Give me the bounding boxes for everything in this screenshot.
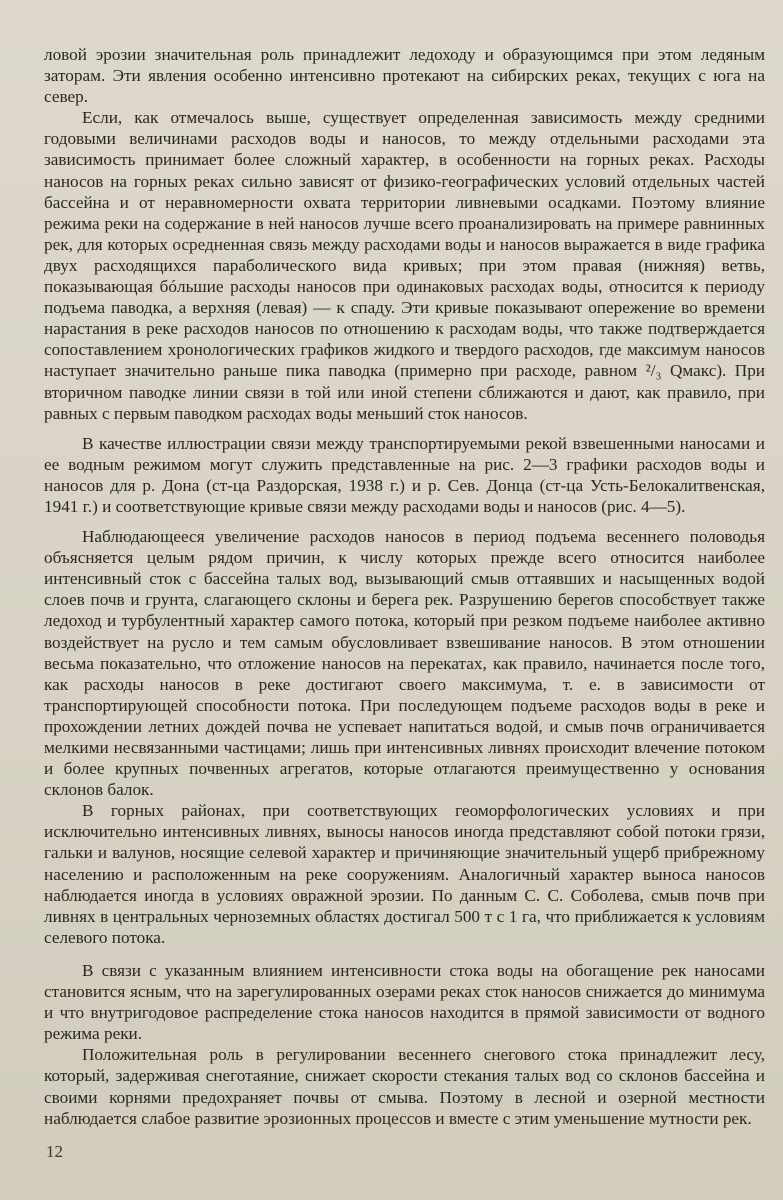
paragraph: Наблюдающееся увеличение расходов наносов в период подъема весеннего половодья объясняется целым рядом причин, к числу которых прежде всего относится наиболее интенсивный сток с бассейна талых вод, вызывающий смыв оттаявших и насыщенных водой слоев почв и грунта, слагающего склоны и берега рек. Разрушению берегов способствует также ледоход и турбулентный характер самого потока, который при резком подъеме наиболее активно воздействует на русло и тем самым обусловливает взвешивание наносов. В этом отношении весьма показательно, что отложение наносов на перекатах, как правило, начинается после того, как расходы наносов в реке достигают своего максимума, т. е. в зависимости от транспортирующей способности потока. При последующем подъеме расходов воды в реке и прохождении летних дождей почва не успевает напитаться водой, и смыв почв ограничивается мелкими несвязанными частицами; лишь при интенсивных ливнях происходит влечение потоком и более крупных почвенных агрегатов, которые отлагаются преимущественно у основания склонов балок. [44,527,765,800]
paragraph: В качестве иллюстрации связи между транспортируемыми рекой взвешенными наносами и ее водным режимом могут служить представленные на рис. 2—3 графики расходов воды и наносов для р. Дона (ст-ца Раздорская, 1938 г.) и р. Сев. Донца (ст-ца Усть-Белокалитвенская, 1941 г.) и соответствующие кривые связи между расходами воды и наносов (рис. 4—5). [44,433,765,516]
paragraph: В горных районах, при соответствующих геоморфологических условиях и при исключительно интенсивных ливнях, выносы наносов иногда представляют собой потоки грязи, гальки и валунов, носящие селевой характер и причиняющие значительный ущерб прибрежному населению и расположенным на реке сооружениям. Аналогичный характер выноса наносов наблюдается иногда в условиях овражной эрозии. По данным С. С. Соболева, смыв почв при ливнях в центральных черноземных областях достигал 500 т с 1 га, что приближается к условиям селевого потока. [44,801,765,947]
paragraph: Положительная роль в регулировании весеннего снегового стока принадлежит лесу, который, задерживая снеготаяние, снижает скорости стекания талых вод со склонов бассейна и своими корнями предохраняет почвы от смыва. Поэтому в лесной и озерной местности наблюдается слабое развитие эрозионных процессов и вместе с этим уменьшение мутности рек. [44,1045,765,1128]
paragraph: Если, как отмечалось выше, существует определенная зависимость между средними годовыми величинами расходов воды и наносов, то между отдельными расходами эта зависимость принимает более сложный характер, в особенности на горных реках. Расходы наносов на горных реках сильно зависят от физико-географических условий отдельных частей бассейна и от неравномерности охвата территории ливневыми осадками. Поэтому влияние режима реки на содержание в ней наносов лучше всего проанализировать на примере равнинных рек, для которых осредненная связь между расходами воды и наносов выражается в виде графика двух расходящихся параболического вида кривых; при этом правая (нижняя) ветвь, показывающая бóльшие расходы наносов при одинаковых расходах воды, относится к периоду подъема паводка, а верхняя (левая) — к спаду. Эти кривые показывают опережение во времени нарастания в реке расходов наносов по отношению к расходам воды, что также подтверждается сопоставлением хронологических графиков жидкого и твердого расходов, где максимум наносов наступает значительно раньше пика паводка (примерно при расходе, равном ²/₃ Qмакс). При вторичном паводке линии связи в той или иной степени сближаются и дают, как правило, при равных с первым паводком расходах воды меньший сток наносов. [44,108,765,423]
paragraph: В связи с указанным влиянием интенсивности стока воды на обогащение рек наносами становится ясным, что на зарегулированных озерами реках сток наносов снижается до минимума и что внутригодовое распределение стока наносов находится в прямой зависимости от водного режима реки. [44,960,765,1044]
paragraph-continuation: ловой эрозии значительная роль принадлежит ледоходу и образующимся при этом ледяным заторам. Эти явления особенно интенсивно протекают на сибирских реках, текущих с юга на север. [44,45,765,107]
page-number: 12 [46,1142,63,1161]
